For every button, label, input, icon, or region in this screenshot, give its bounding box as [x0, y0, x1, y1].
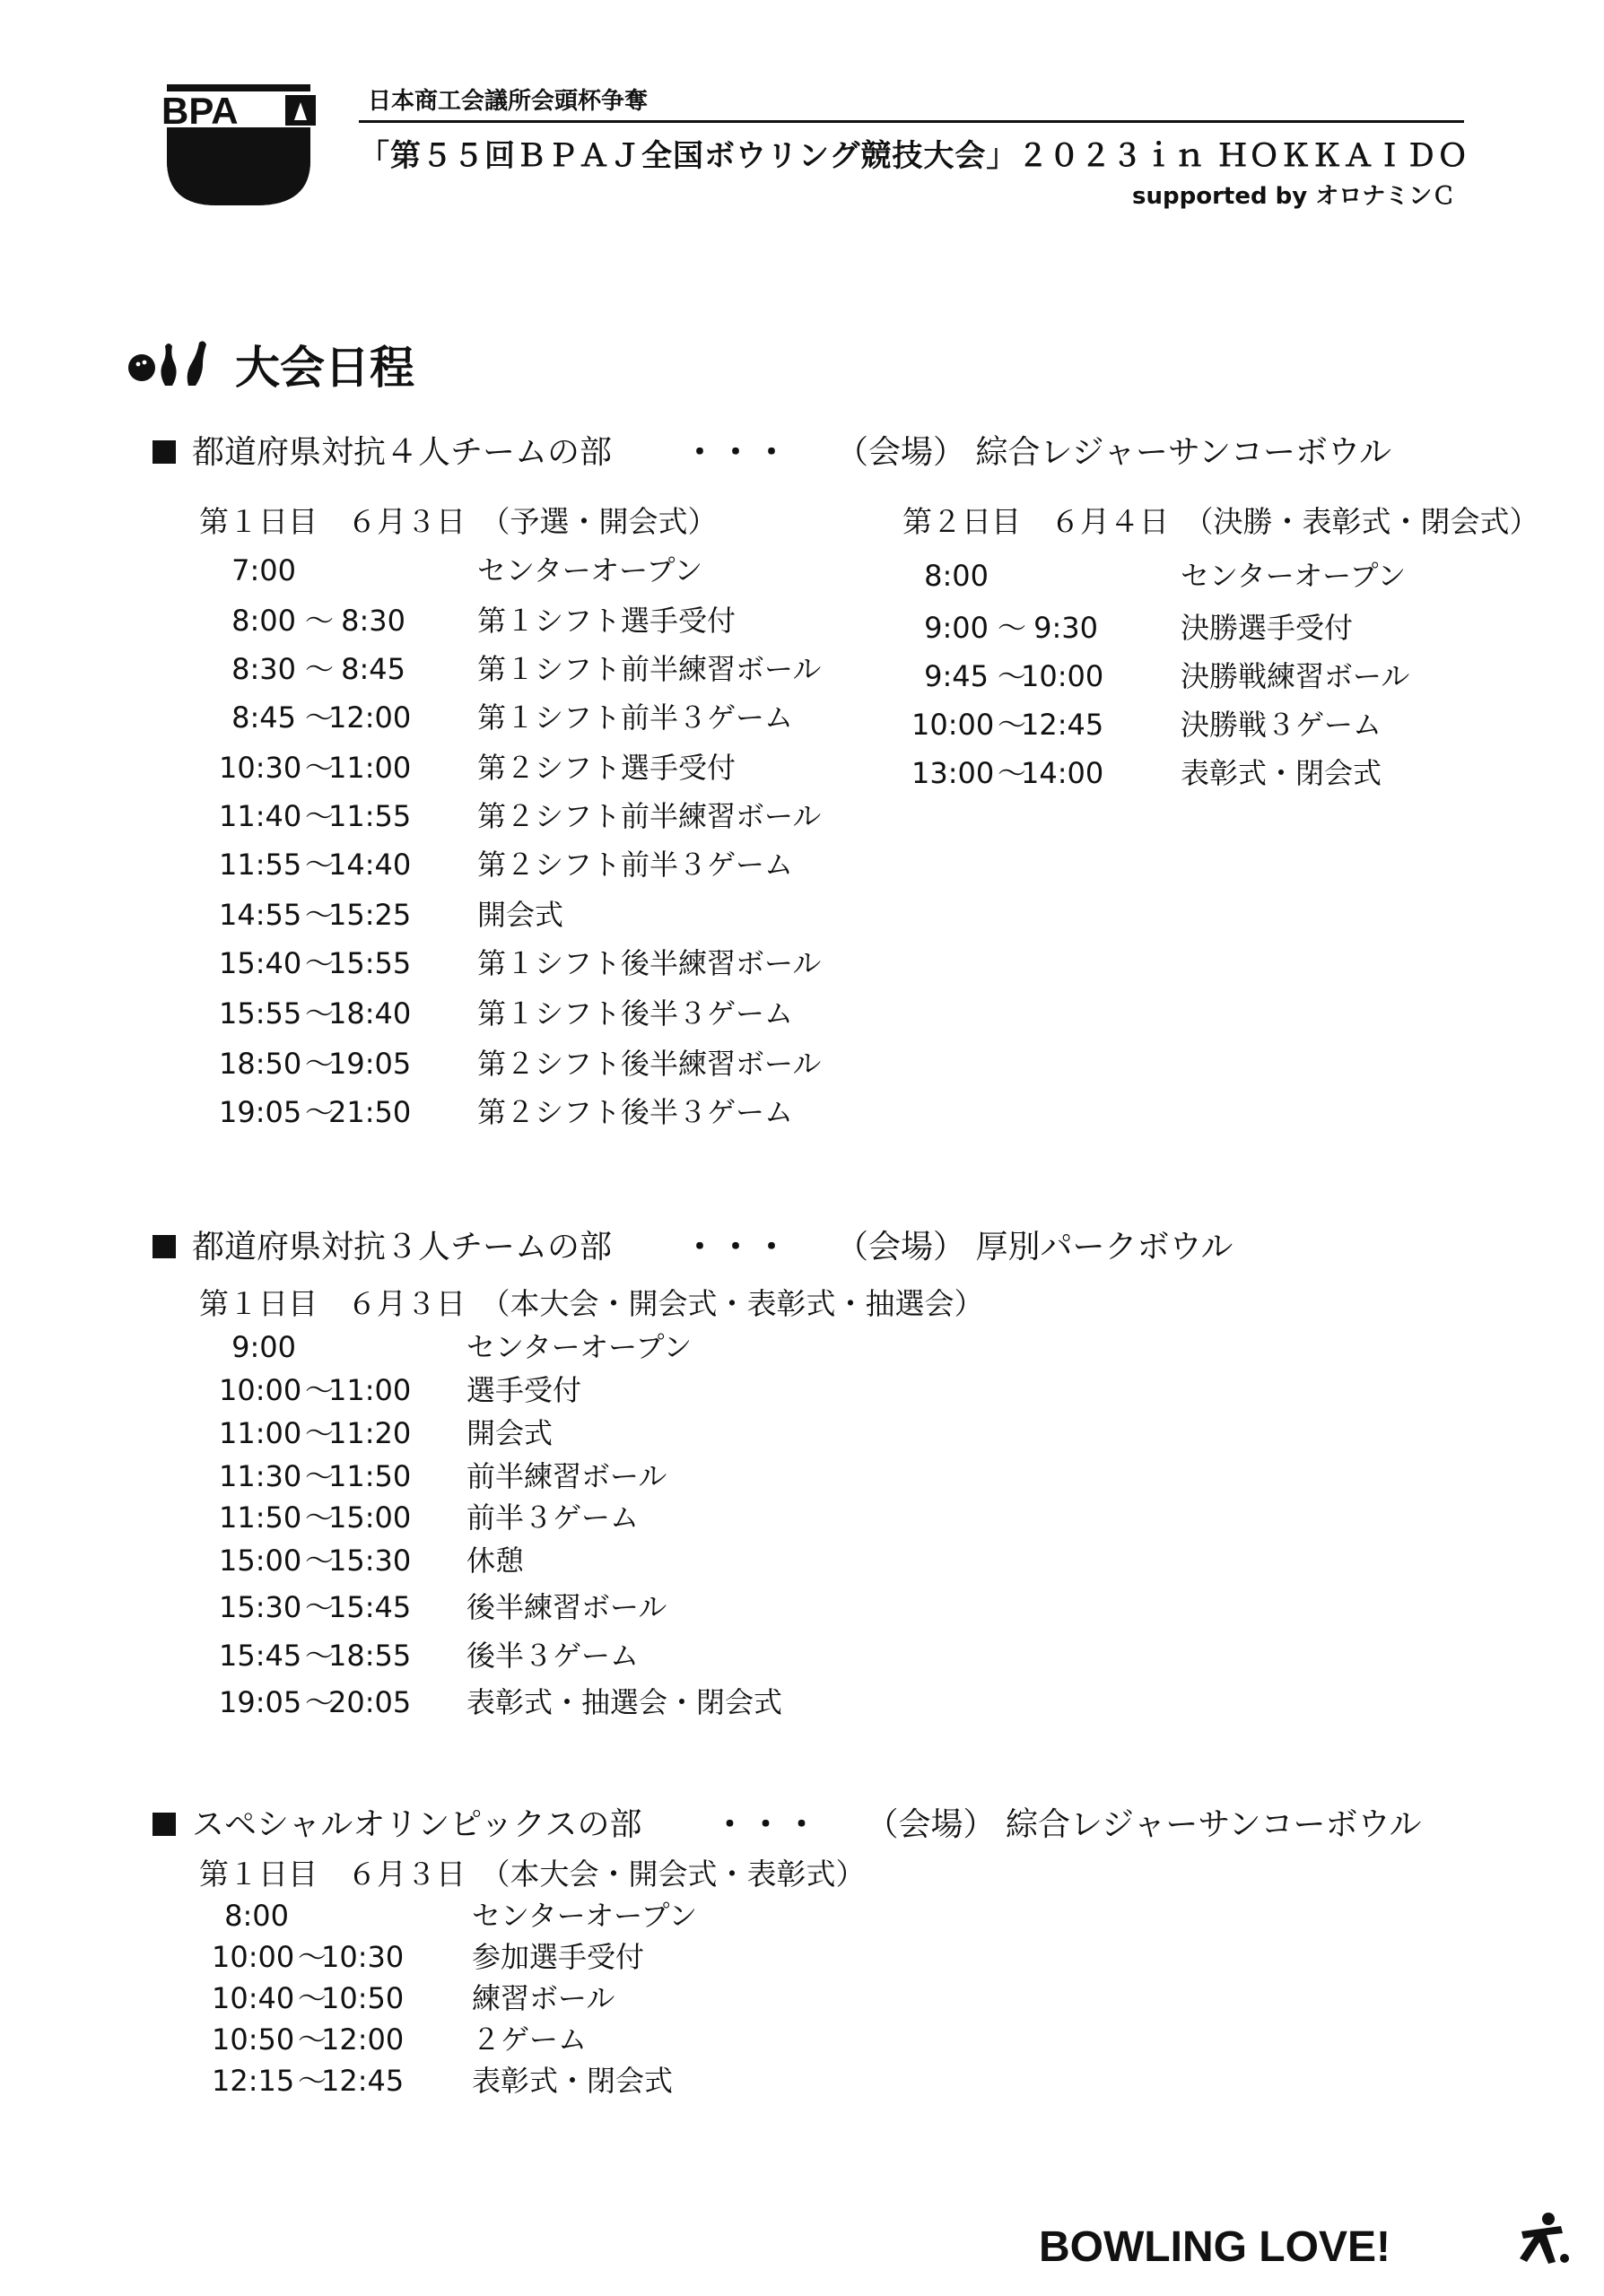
end-time: 10:50: [321, 1981, 405, 2015]
end-time: 15:30: [328, 1544, 412, 1578]
event-name: 第２シフト前半練習ボール: [477, 799, 822, 833]
end-time: 14:40: [328, 848, 412, 882]
event-name: 第２シフト後半３ゲーム: [477, 1095, 794, 1129]
time-separator: ～: [305, 751, 335, 785]
end-time: 12:00: [328, 700, 412, 735]
bowler-icon: [1516, 2212, 1570, 2266]
start-time: 8:00: [231, 604, 296, 638]
time-separator: ～: [305, 946, 335, 980]
event-name: 第２シフト後半練習ボール: [477, 1047, 822, 1081]
time-separator: ～: [305, 604, 335, 638]
day-label: 第１日目 ６月３日 （予選・開会式）: [199, 504, 718, 539]
time-separator: ～: [305, 1500, 335, 1535]
event-name: 第１シフト後半練習ボール: [477, 946, 822, 980]
section-venue: （会場） 綜合レジャーサンコーボウル: [866, 1806, 1422, 1843]
day-label: 第１日目 ６月３日 （本大会・開会式・表彰式・抽選会）: [199, 1286, 984, 1321]
event-name: 選手受付: [466, 1373, 582, 1407]
event-name: 休憩: [466, 1544, 525, 1578]
end-time: 11:55: [328, 799, 412, 833]
section-3person-heading: [153, 1222, 1233, 1267]
end-time: 11:20: [328, 1416, 412, 1450]
event-name: 表彰式・閉会式: [1181, 756, 1382, 790]
day-label: 第２日目 ６月４日 （決勝・表彰式・閉会式）: [902, 504, 1539, 539]
end-time: 8:30: [341, 604, 405, 638]
end-time: 18:55: [328, 1639, 412, 1673]
event-name: 決勝戦３ゲーム: [1181, 708, 1382, 742]
section-special-olympics-heading: [153, 1799, 1421, 1845]
end-time: 11:50: [328, 1459, 412, 1493]
section-venue: （会場） 厚別パークボウル: [836, 1229, 1234, 1265]
day-label: 第１日目 ６月３日 （本大会・開会式・表彰式）: [199, 1857, 866, 1892]
time-separator: ～: [305, 652, 335, 686]
page-title: 大会日程: [235, 342, 414, 394]
start-time: 19:05: [219, 1685, 302, 1719]
end-time: 14:00: [1021, 756, 1104, 790]
start-time: 9:45: [924, 659, 989, 693]
end-time: 21:50: [328, 1095, 412, 1129]
end-time: 20:05: [328, 1685, 412, 1719]
start-time: 19:05: [219, 1095, 302, 1129]
event-name: 開会式: [477, 898, 564, 932]
time-separator: ～: [305, 996, 335, 1031]
section-title: 都道府県対抗４人チームの部: [192, 434, 613, 471]
start-time: 10:00: [911, 708, 995, 742]
event-name: 前半練習ボール: [466, 1459, 667, 1493]
start-time: 9:00: [924, 611, 989, 645]
dots: ・・・: [684, 1229, 792, 1265]
time-separator: ～: [305, 700, 335, 735]
time-separator: ～: [998, 611, 1027, 645]
dots: ・・・: [713, 1806, 822, 1843]
start-time: 12:15: [212, 2064, 295, 2098]
end-time: 15:45: [328, 1590, 412, 1624]
time-separator: ～: [305, 1373, 335, 1407]
end-time: 19:05: [328, 1047, 412, 1081]
event-name: 第２シフト前半３ゲーム: [477, 848, 794, 882]
start-time: 15:40: [219, 946, 302, 980]
start-time: 11:00: [219, 1416, 302, 1450]
logo-text: BPA: [161, 90, 239, 132]
end-time: 15:00: [328, 1500, 412, 1535]
start-time: 10:00: [219, 1373, 302, 1407]
start-time: 11:30: [219, 1459, 302, 1493]
end-time: 8:45: [341, 652, 405, 686]
start-time: 11:40: [219, 799, 302, 833]
event-name: 参加選手受付: [472, 1940, 645, 1974]
header-line1: 日本商工会議所会頭杯争奪: [368, 88, 649, 115]
header-rule: [359, 120, 1464, 123]
event-name: センターオープン: [477, 553, 703, 587]
bullet-square-icon: [153, 440, 176, 464]
end-time: 11:00: [328, 751, 412, 785]
event-name: 表彰式・閉会式: [472, 2064, 674, 2098]
end-time: 11:00: [328, 1373, 412, 1407]
section-venue: （会場） 綜合レジャーサンコーボウル: [836, 434, 1391, 471]
event-name: 第２シフト選手受付: [477, 751, 737, 785]
event-name: センターオープン: [472, 1899, 698, 1933]
header-line3: supported by オロナミンＣ: [1132, 183, 1456, 210]
end-time: 10:00: [1021, 659, 1104, 693]
bullet-square-icon: [153, 1813, 176, 1836]
end-time: 12:00: [321, 2022, 405, 2057]
time-separator: ～: [298, 1981, 327, 2015]
start-time: 13:00: [911, 756, 995, 790]
time-separator: ～: [298, 1940, 327, 1974]
section-title: 都道府県対抗３人チームの部: [192, 1229, 613, 1265]
time-separator: ～: [305, 1047, 335, 1081]
footer-slogan: BOWLING LOVE!: [1039, 2223, 1390, 2271]
event-name: ２ゲーム: [472, 2022, 588, 2057]
end-time: 12:45: [321, 2064, 405, 2098]
time-separator: ～: [305, 1416, 335, 1450]
start-time: 14:55: [219, 898, 302, 932]
start-time: 11:55: [219, 848, 302, 882]
event-name: 後半３ゲーム: [466, 1639, 640, 1673]
time-separator: ～: [998, 708, 1027, 742]
time-separator: ～: [305, 1590, 335, 1624]
time-separator: ～: [305, 1459, 335, 1493]
end-time: 9:30: [1033, 611, 1098, 645]
event-name: 第１シフト後半３ゲーム: [477, 996, 794, 1031]
event-name: 決勝選手受付: [1181, 611, 1354, 645]
time-separator: ～: [298, 2022, 327, 2057]
section-title: スペシャルオリンピックスの部: [192, 1806, 642, 1843]
time-separator: ～: [305, 848, 335, 882]
event-name: センターオープン: [1181, 559, 1407, 593]
start-time: 10:30: [219, 751, 302, 785]
start-time: 15:30: [219, 1590, 302, 1624]
time-separator: ～: [998, 756, 1027, 790]
start-time: 7:00: [231, 553, 296, 587]
end-time: 12:45: [1021, 708, 1104, 742]
bpaj-logo: [158, 75, 319, 210]
bullet-square-icon: [153, 1235, 176, 1258]
event-name: 決勝戦練習ボール: [1181, 659, 1410, 693]
start-time: 10:50: [212, 2022, 295, 2057]
start-time: 9:00: [231, 1330, 296, 1364]
end-time: 15:55: [328, 946, 412, 980]
time-separator: ～: [305, 1544, 335, 1578]
time-separator: ～: [305, 898, 335, 932]
event-name: 第１シフト選手受付: [477, 604, 737, 638]
section-4person-heading: [153, 427, 1391, 473]
start-time: 10:00: [212, 1940, 295, 1974]
start-time: 8:45: [231, 700, 296, 735]
event-name: 開会式: [466, 1416, 554, 1450]
event-name: 第１シフト前半３ゲーム: [477, 700, 794, 735]
time-separator: ～: [998, 659, 1027, 693]
time-separator: ～: [305, 1095, 335, 1129]
start-time: 11:50: [219, 1500, 302, 1535]
event-name: 前半３ゲーム: [466, 1500, 640, 1535]
start-time: 15:00: [219, 1544, 302, 1578]
event-name: 練習ボール: [472, 1981, 615, 2015]
bowling-ball-pins-icon: [126, 337, 219, 387]
end-time: 10:30: [321, 1940, 405, 1974]
time-separator: ～: [305, 1685, 335, 1719]
start-time: 8:00: [224, 1899, 289, 1933]
time-separator: ～: [305, 1639, 335, 1673]
time-separator: ～: [298, 2064, 327, 2098]
dots: ・・・: [684, 434, 792, 471]
header-line2: 「第５５回ＢＰＡＪ全国ボウリング競技大会」２０２３ｉｎ ＨＯＫＫＡＩＤＯ: [359, 138, 1469, 174]
end-time: 15:25: [328, 898, 412, 932]
start-time: 18:50: [219, 1047, 302, 1081]
start-time: 10:40: [212, 1981, 295, 2015]
event-name: 後半練習ボール: [466, 1590, 667, 1624]
time-separator: ～: [305, 799, 335, 833]
start-time: 15:45: [219, 1639, 302, 1673]
end-time: 18:40: [328, 996, 412, 1031]
event-name: 第１シフト前半練習ボール: [477, 652, 822, 686]
event-name: センターオープン: [466, 1330, 693, 1364]
start-time: 8:30: [231, 652, 296, 686]
event-name: 表彰式・抽選会・閉会式: [466, 1685, 783, 1719]
start-time: 15:55: [219, 996, 302, 1031]
start-time: 8:00: [924, 559, 989, 593]
